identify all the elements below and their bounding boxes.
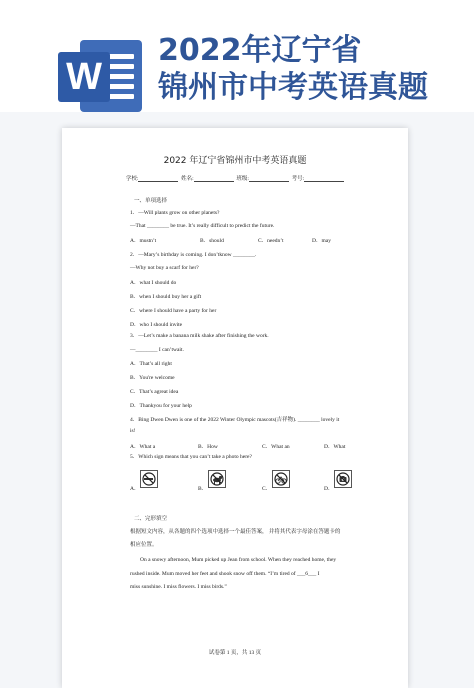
option-c: C．where I should have a party for her (130, 308, 217, 314)
banner (0, 0, 474, 112)
option-a: A．That’s all right (130, 361, 172, 367)
question-stem: 3．—Let’s make a banana milk shake after finishing the work. (130, 333, 269, 339)
option-c: C．That’s agreat idea (130, 389, 179, 395)
section-heading: 二、完形填空 (134, 516, 168, 522)
section-heading: 一、单项选择 (134, 198, 168, 204)
option-a: A．mustn’t (130, 238, 157, 244)
option-d: D．What (324, 444, 346, 450)
school-label: 学校: (125, 176, 139, 182)
name-blank (194, 176, 234, 182)
option-c: C．needn’t (258, 238, 284, 244)
class-label: 班级: (236, 176, 249, 182)
option-b: B． (198, 486, 208, 492)
question-line: —________ I can’twait. (130, 347, 184, 353)
school-blank (138, 176, 178, 182)
option-d: D．Thankyou for your help (130, 403, 192, 409)
name-label: 姓名: (181, 176, 194, 182)
no-dog-sign-icon (208, 470, 226, 488)
no-cycling-sign-icon (272, 470, 290, 488)
option-a: A．What a (130, 444, 156, 450)
option-a: A．what I should do (130, 280, 177, 286)
banner-title-line1: 2022年辽宁省 (158, 33, 362, 68)
passage-line: rushed inside. Mum moved her feet and shook snow off them. “I’m tired of ___6___ I (130, 571, 320, 577)
banner-title (158, 32, 428, 106)
question-stem: 1．—Will plants grow on other planets? (130, 210, 220, 216)
student-info-line (62, 174, 408, 182)
option-b: B．should (200, 238, 224, 244)
question-line: —Why not buy a scarf for her? (130, 265, 199, 271)
option-b: B．when I should buy her a gift (130, 294, 202, 300)
option-b: B．How (198, 444, 218, 450)
passage-line: On a snowy afternoon, Mum picked up Jean from school. When they reached home, they (140, 557, 337, 563)
option-a: A． (130, 486, 140, 492)
class-blank (249, 176, 289, 182)
option-d: D． (324, 486, 334, 492)
exam-paper (62, 128, 408, 688)
word-icon-letter: W (58, 52, 110, 102)
no-smoking-sign-icon (140, 470, 158, 488)
question-stem: 5．Which sign means that you can’t take a photo here? (130, 454, 252, 460)
document-title: 2022 年辽宁省锦州市中考英语真题 (163, 156, 307, 166)
word-document-icon (58, 40, 142, 112)
banner-title-line2: 锦州市中考英语真题 (158, 70, 428, 105)
number-blank (304, 176, 344, 182)
number-label: 考号: (291, 176, 305, 182)
option-d: D．who I should invite (130, 322, 183, 328)
question-stem: 2．—Mary’s birthday is coming. I don’tknow ________. (130, 252, 257, 258)
option-b: B．You're welcome (130, 375, 175, 381)
question-line: is! (130, 428, 136, 434)
option-c: C． (262, 486, 272, 492)
instruction-line: 相应位置。 (130, 542, 158, 548)
passage-line: miss sunshine. I miss flowers. I miss birds.” (130, 584, 227, 590)
option-c: C．What an (262, 444, 290, 450)
option-d: D．may (312, 238, 331, 244)
question-line: —That ________ be true. It’s really difficult to predict the future. (130, 223, 275, 229)
instruction-line: 根据短文内容，从各题的四个选项中选择一个最佳答案， 并将其代表字母涂在答题卡的 (130, 529, 341, 535)
question-stem: 4．Bing Dwen Dwen is one of the 2022 Winter Olympic mascots(吉祥物). ________ lovely it (130, 417, 340, 423)
page-footer: 试卷第 1 页，共 13 页 (208, 650, 262, 656)
no-photo-sign-icon (334, 470, 352, 488)
